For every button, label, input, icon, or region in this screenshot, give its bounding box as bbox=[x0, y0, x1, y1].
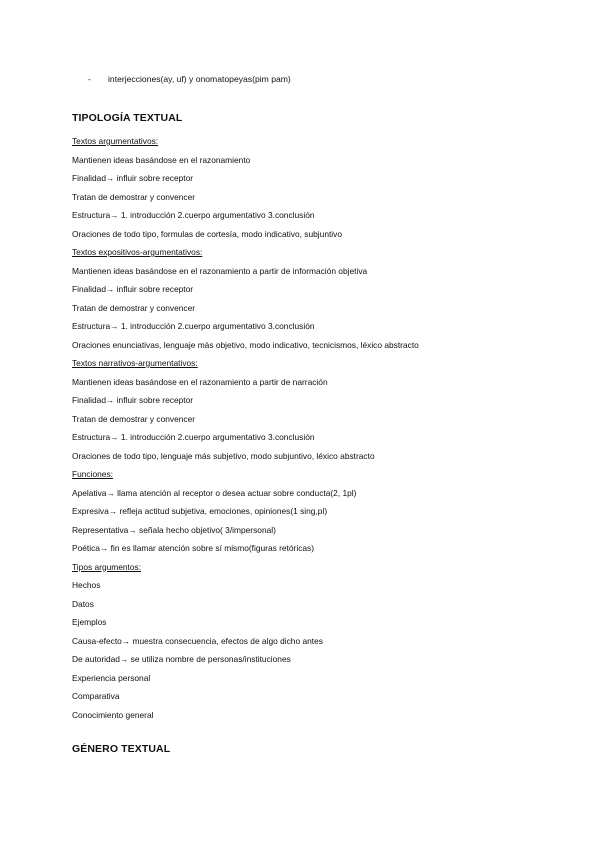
text-line: Finalidad→ influir sobre receptor bbox=[72, 173, 194, 183]
section-heading-genero: GÉNERO TEXTUAL bbox=[72, 743, 171, 755]
text-line: Tratan de demostrar y convencer bbox=[72, 413, 196, 424]
text-line: Oraciones de todo tipo, formulas de cortesía, modo indicativo, subjuntivo bbox=[72, 228, 343, 239]
text-line: Expresiva→ refleja actitud subjetiva, emociones, opiniones(1 sing,pl) bbox=[72, 506, 328, 516]
text-line: Mantienen ideas basándose en el razonamiento bbox=[72, 154, 251, 165]
text-line: Finalidad→ influir sobre receptor bbox=[72, 284, 194, 294]
subheading-argumentativos: Textos argumentativos: bbox=[72, 136, 159, 146]
bullet-item bbox=[88, 73, 291, 85]
tipologia-lines bbox=[72, 134, 419, 726]
text-line: Conocimiento general bbox=[72, 709, 154, 720]
bullet-text: interjecciones(ay, uf) y onomatopeyas(pim pam) bbox=[108, 74, 291, 84]
text-line: Experiencia personal bbox=[72, 672, 151, 683]
text-line: Finalidad→ influir sobre receptor bbox=[72, 395, 194, 405]
text-line: Mantienen ideas basándose en el razonamiento a partir de información objetiva bbox=[72, 265, 368, 276]
section-heading-tipologia: TIPOLOGÍA TEXTUAL bbox=[72, 112, 183, 124]
text-line: Estructura→ 1. introducción 2.cuerpo argumentativo 3.conclusión bbox=[72, 321, 315, 331]
text-line: Estructura→ 1. introducción 2.cuerpo argumentativo 3.conclusión bbox=[72, 210, 315, 220]
subheading-narrativos-argumentativos: Textos narrativos-argumentativos: bbox=[72, 358, 198, 368]
text-line: Mantienen ideas basándose en el razonamiento a partir de narración bbox=[72, 376, 328, 387]
subheading-expositivos-argumentativos: Textos expositivos-argumentativos: bbox=[72, 247, 203, 257]
text-line: Comparativa bbox=[72, 691, 120, 701]
text-line: Hechos bbox=[72, 580, 101, 590]
text-line: Oraciones de todo tipo, lenguaje más subjetivo, modo subjuntivo, léxico abstracto bbox=[72, 450, 375, 461]
text-line: Representativa→ señala hecho objetivo( 3/impersonal) bbox=[72, 524, 276, 535]
text-line: Tratan de demostrar y convencer bbox=[72, 302, 196, 313]
text-line: Estructura→ 1. introducción 2.cuerpo argumentativo 3.conclusión bbox=[72, 432, 315, 442]
text-line: Tratan de demostrar y convencer bbox=[72, 191, 196, 202]
text-line: Oraciones enunciativas, lenguaje más objetivo, modo indicativo, tecnicismos, léxico abstracto bbox=[72, 339, 419, 350]
subheading-tipos-argumentos: Tipos argumentos: bbox=[72, 561, 142, 572]
text-line: Datos bbox=[72, 598, 94, 609]
text-line: Causa-efecto→ muestra consecuencia, efectos de algo dicho antes bbox=[72, 635, 323, 646]
text-line: De autoridad→ se utiliza nombre de personas/instituciones bbox=[72, 654, 291, 664]
text-line: Apelativa→ llama atención al receptor o desea actuar sobre conducta(2, 1pl) bbox=[72, 487, 357, 498]
subheading-funciones: Funciones: bbox=[72, 469, 113, 479]
text-line: Ejemplos bbox=[72, 617, 107, 627]
text-line: Poética→ fin es llamar atención sobre sí mismo(figuras retóricas) bbox=[72, 543, 315, 553]
bullet-dash: - bbox=[88, 74, 91, 84]
